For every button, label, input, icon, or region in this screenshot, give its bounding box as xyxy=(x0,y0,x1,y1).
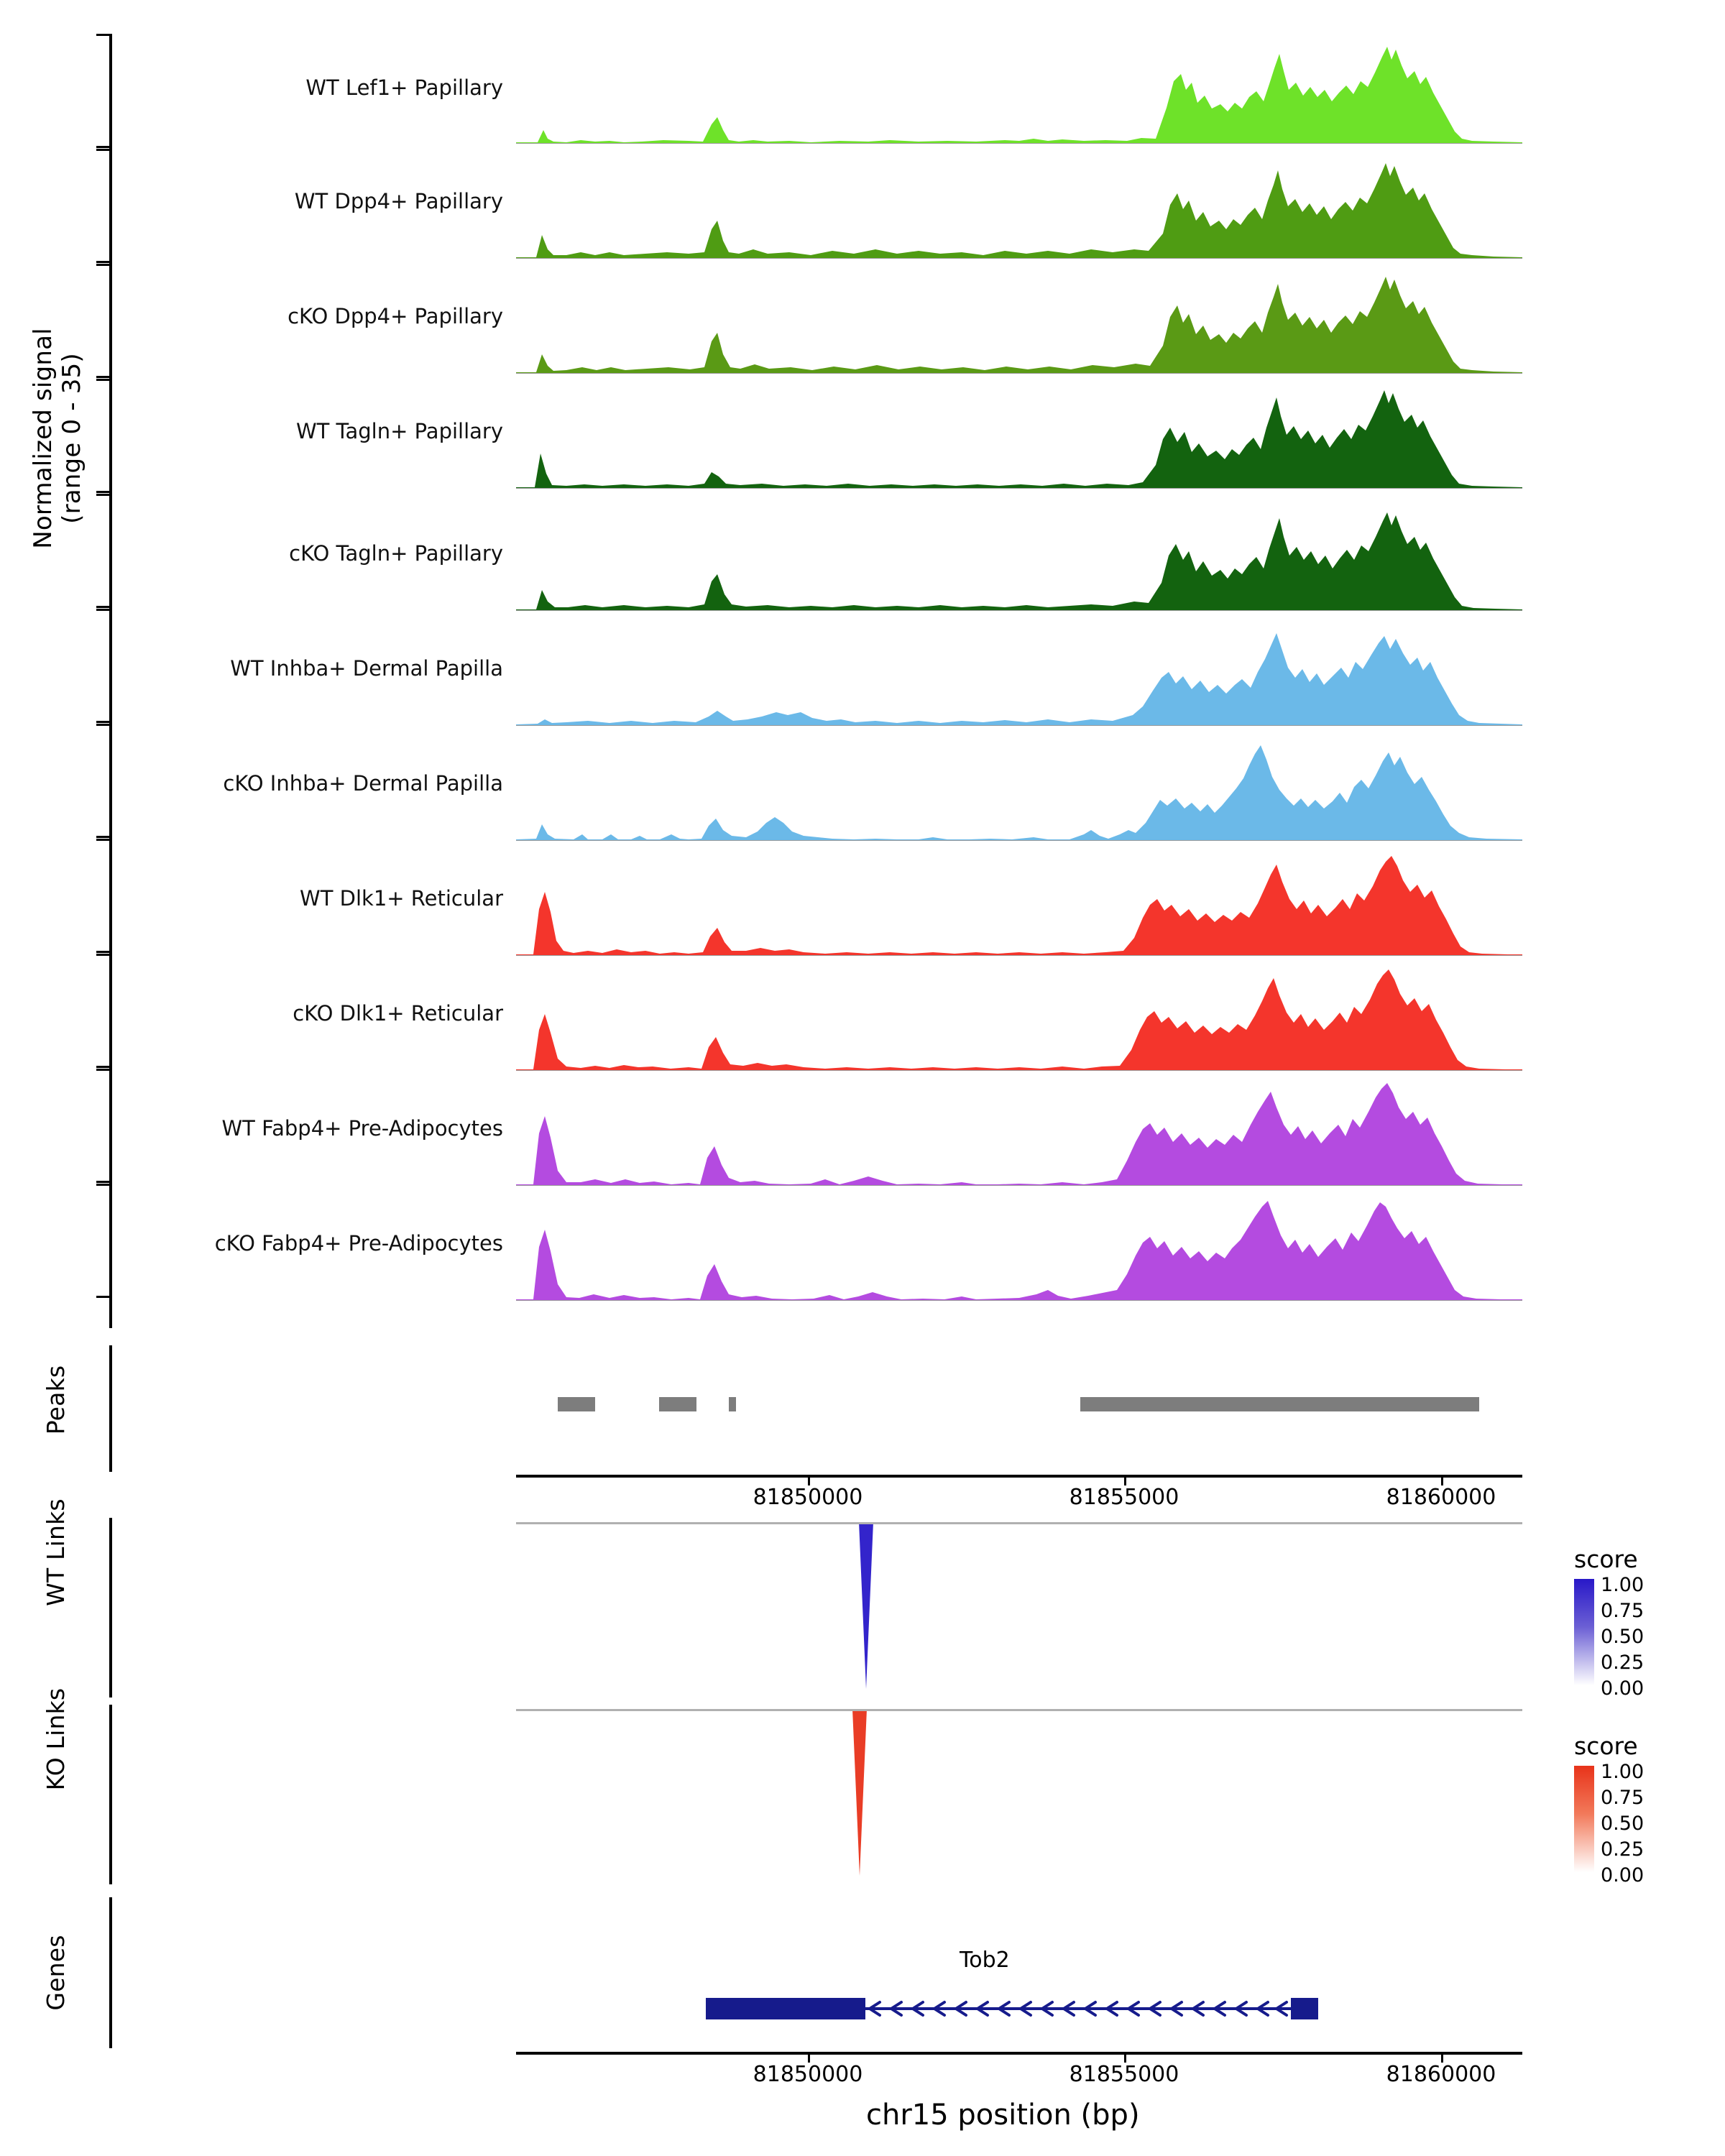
signal-axis-tick xyxy=(96,34,112,36)
signal-axis-tick xyxy=(96,1296,112,1298)
wt-legend-tick-3: 0.25 xyxy=(1601,1651,1644,1674)
genes-section-label: Genes xyxy=(42,1935,70,2011)
ko-links-legend-row xyxy=(1574,1761,1665,1886)
signal-axis-tick xyxy=(96,1181,112,1183)
peaks-panel-axis xyxy=(109,1345,112,1472)
ko-links-track xyxy=(516,1709,1522,1884)
signal-axis-tick xyxy=(96,724,112,726)
peaks-x-axis-line xyxy=(516,1475,1522,1478)
genes-x-tick-label-1: 81855000 xyxy=(1069,2062,1179,2087)
signal-axis-tick xyxy=(96,836,112,838)
track-label-7: WT Dlk1+ Reticular xyxy=(300,886,503,911)
wt-legend-tick-4: 0.00 xyxy=(1601,1677,1644,1700)
track-baseline-0 xyxy=(516,143,1522,144)
signal-axis-tick xyxy=(96,721,112,723)
ko-links-panel-axis xyxy=(109,1705,112,1884)
peak-region-3 xyxy=(1080,1397,1479,1411)
signal-axis-tick xyxy=(96,1066,112,1068)
wt-legend-tick-2: 0.50 xyxy=(1601,1626,1644,1648)
gene-intron-arrows xyxy=(516,1991,1522,2027)
track-label-3: WT Tagln+ Papillary xyxy=(295,419,503,443)
gene-exon-block-right xyxy=(1291,1998,1318,2019)
x-axis-title: chr15 position (bp) xyxy=(866,2099,1140,2132)
ko-links-legend xyxy=(1574,1732,1665,1886)
peaks-x-tick-label-1: 81855000 xyxy=(1069,1485,1179,1510)
track-plot-10 xyxy=(516,1197,1522,1301)
track-plot-8 xyxy=(516,967,1522,1071)
ko-link-arc-0 xyxy=(852,1709,867,1876)
track-label-5: WT Inhba+ Dermal Papilla xyxy=(230,656,503,681)
track-baseline-10 xyxy=(516,1300,1522,1302)
wt-links-track xyxy=(516,1522,1522,1697)
track-baseline-3 xyxy=(516,488,1522,489)
track-plot-7 xyxy=(516,852,1522,956)
ko-links-legend-ticks xyxy=(1601,1761,1665,1886)
track-plot-3 xyxy=(516,384,1522,489)
wt-legend-tick-0: 1.00 xyxy=(1601,1574,1644,1596)
ko-links-legend-title: score xyxy=(1574,1732,1638,1760)
y-axis-title-line2: (range 0 - 35) xyxy=(58,353,86,524)
wt-links-legend-title: score xyxy=(1574,1545,1638,1573)
track-plot-6 xyxy=(516,737,1522,841)
genes-x-tick-label-2: 81860000 xyxy=(1386,2062,1496,2087)
genes-x-tick-label-0: 81850000 xyxy=(753,2062,863,2087)
wt-link-arc-0 xyxy=(859,1522,873,1689)
signal-axis-tick xyxy=(96,1184,112,1186)
track-label-1: WT Dpp4+ Papillary xyxy=(294,189,503,213)
track-label-9: WT Fabp4+ Pre-Adipocytes xyxy=(221,1116,503,1141)
ko-legend-tick-3: 0.25 xyxy=(1601,1838,1644,1861)
signal-axis-tick xyxy=(96,264,112,266)
track-plot-1 xyxy=(516,155,1522,259)
track-label-10: cKO Fabp4+ Pre-Adipocytes xyxy=(214,1231,503,1256)
signal-axis-tick xyxy=(96,1069,112,1071)
signal-axis-tick xyxy=(96,951,112,953)
signal-axis-tick xyxy=(96,491,112,493)
signal-axis-tick xyxy=(96,954,112,956)
track-baseline-2 xyxy=(516,373,1522,374)
signal-axis-tick xyxy=(96,839,112,841)
track-label-0: WT Lef1+ Papillary xyxy=(305,75,503,100)
wt-links-section-label: WT Links xyxy=(42,1498,70,1606)
signal-axis-tick xyxy=(96,149,112,151)
peak-region-2 xyxy=(729,1397,736,1411)
ko-links-section-label: KO Links xyxy=(42,1687,70,1791)
track-label-8: cKO Dlk1+ Reticular xyxy=(293,1001,503,1026)
gene-exon-block-left xyxy=(706,1998,865,2019)
wt-links-panel-axis xyxy=(109,1518,112,1697)
track-baseline-8 xyxy=(516,1070,1522,1072)
ko-legend-tick-2: 0.50 xyxy=(1601,1812,1644,1835)
track-baseline-9 xyxy=(516,1185,1522,1187)
track-label-2: cKO Dpp4+ Papillary xyxy=(288,304,503,328)
peaks-x-tick-label-2: 81860000 xyxy=(1386,1485,1496,1510)
signal-axis-tick xyxy=(96,606,112,608)
wt-links-legend xyxy=(1574,1545,1665,1700)
ko-legend-tick-4: 0.00 xyxy=(1601,1864,1644,1886)
signal-axis-tick xyxy=(96,146,112,148)
track-baseline-6 xyxy=(516,840,1522,842)
ko-legend-tick-1: 0.75 xyxy=(1601,1787,1644,1809)
ko-legend-tick-0: 1.00 xyxy=(1601,1761,1644,1783)
signal-axis-tick xyxy=(96,261,112,263)
ko-links-top-line xyxy=(516,1709,1522,1711)
gene-model xyxy=(516,1991,1522,2027)
track-baseline-1 xyxy=(516,258,1522,259)
wt-links-legend-ticks xyxy=(1601,1574,1665,1700)
ko-links-legend-gradient xyxy=(1574,1766,1594,1872)
gene-name-label: Tob2 xyxy=(960,1948,1010,1973)
wt-legend-tick-1: 0.75 xyxy=(1601,1600,1644,1622)
signal-axis-tick xyxy=(96,609,112,611)
track-plot-9 xyxy=(516,1082,1522,1186)
y-axis-title-line1: Normalized signal xyxy=(29,328,58,549)
track-label-6: cKO Inhba+ Dermal Papilla xyxy=(223,771,503,796)
track-baseline-5 xyxy=(516,725,1522,727)
signal-axis-tick xyxy=(96,379,112,381)
track-baseline-7 xyxy=(516,955,1522,957)
signal-axis-tick xyxy=(96,494,112,496)
track-label-4: cKO Tagln+ Papillary xyxy=(289,541,503,566)
genes-panel-axis xyxy=(109,1897,112,2048)
wt-links-legend-gradient xyxy=(1574,1579,1594,1685)
genes-x-axis-line xyxy=(516,2052,1522,2055)
peaks-track xyxy=(516,1394,1522,1416)
peak-region-0 xyxy=(558,1397,595,1411)
track-plot-4 xyxy=(516,507,1522,611)
peak-region-1 xyxy=(659,1397,696,1411)
signal-axis-tick xyxy=(96,376,112,378)
wt-links-legend-row xyxy=(1574,1574,1665,1700)
y-axis-title xyxy=(29,115,86,762)
track-plot-5 xyxy=(516,622,1522,726)
signal-panel-axis xyxy=(109,34,112,1328)
track-plot-2 xyxy=(516,270,1522,374)
peaks-section-label: Peaks xyxy=(42,1365,70,1435)
track-plot-0 xyxy=(516,40,1522,144)
track-baseline-4 xyxy=(516,610,1522,612)
peaks-x-tick-label-0: 81850000 xyxy=(753,1485,863,1510)
wt-links-top-line xyxy=(516,1522,1522,1524)
